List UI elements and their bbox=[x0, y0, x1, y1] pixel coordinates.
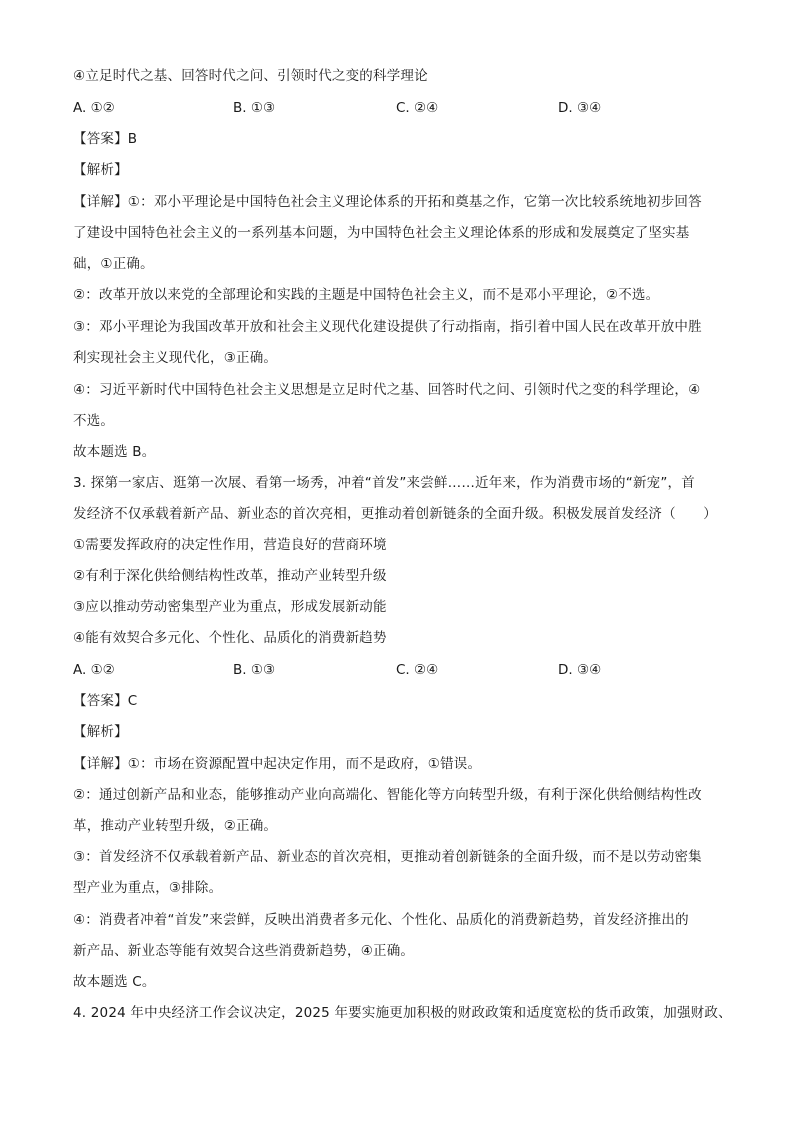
q3-option-2: ②有利于深化供给侧结构性改革，推动产业转型升级 bbox=[73, 568, 387, 584]
q3-choice-c: C. ②④ bbox=[396, 662, 439, 678]
q2-answer: 【答案】B bbox=[73, 131, 138, 147]
q2-detail-line: ③：邓小平理论为我国改革开放和社会主义现代化建设提供了行动指南，指引着中国人民在改革开放中胜 bbox=[73, 319, 702, 335]
q3-detail-line: 新产品、新业态等能有效契合这些消费新趋势，④正确。 bbox=[73, 943, 415, 959]
q3-option-1: ①需要发挥政府的决定性作用，营造良好的营商环境 bbox=[73, 537, 387, 553]
q2-analysis-label: 【解析】 bbox=[73, 162, 128, 178]
q2-detail-line: 利实现社会主义现代化，③正确。 bbox=[73, 350, 278, 366]
q3-conclusion: 故本题选 C。 bbox=[73, 974, 156, 990]
q3-detail-line: 【详解】①：市场在资源配置中起决定作用，而不是政府，①错误。 bbox=[73, 756, 482, 772]
q4-stem-line: 4. 2024 年中央经济工作会议决定，2025 年要实施更加积极的财政政策和适度宽松的货币政策，加强财政、 bbox=[73, 1005, 732, 1021]
q3-stem-line: 发经济不仅承载着新产品、新业态的首次亮相，更推动着创新链条的全面升级。积极发展首发经济（ ） bbox=[73, 506, 717, 522]
q2-detail-line: 础，①正确。 bbox=[73, 256, 154, 272]
q3-answer: 【答案】C bbox=[73, 693, 138, 709]
q3-choice-d: D. ③④ bbox=[558, 662, 602, 678]
q2-conclusion: 故本题选 B。 bbox=[73, 444, 156, 460]
q3-choice-b: B. ①③ bbox=[233, 662, 276, 678]
q3-choices bbox=[73, 660, 723, 680]
q3-detail-line: ③：首发经济不仅承载着新产品、新业态的首次亮相，更推动着创新链条的全面升级，而不是以劳动密集 bbox=[73, 849, 702, 865]
q2-choice-b: B. ①③ bbox=[233, 100, 276, 116]
q3-analysis-label: 【解析】 bbox=[73, 724, 128, 740]
q3-choice-a: A. ①② bbox=[73, 662, 115, 678]
q3-option-4: ④能有效契合多元化、个性化、品质化的消费新趋势 bbox=[73, 630, 387, 646]
q3-detail-line: ②：通过创新产品和业态，能够推动产业向高端化、智能化等方向转型升级，有利于深化供给侧结构性改 bbox=[73, 787, 702, 803]
q2-detail-line: 【详解】①：邓小平理论是中国特色社会主义理论体系的开拓和奠基之作，它第一次比较系统地初步回答 bbox=[73, 194, 702, 210]
q3-stem-line: 3. 探第一家店、逛第一次展、看第一场秀，冲着“首发”来尝鲜……近年来，作为消费市场的“新宠”，首 bbox=[73, 475, 695, 491]
q2-detail-line: 了建设中国特色社会主义的一系列基本问题，为中国特色社会主义理论体系的形成和发展奠定了坚实基 bbox=[73, 225, 690, 241]
q2-choices bbox=[73, 98, 723, 118]
q3-detail-line: 革，推动产业转型升级，②正确。 bbox=[73, 818, 278, 834]
q2-choice-c: C. ②④ bbox=[396, 100, 439, 116]
q2-option-4: ④立足时代之基、回答时代之问、引领时代之变的科学理论 bbox=[73, 68, 428, 84]
q2-choice-d: D. ③④ bbox=[558, 100, 602, 116]
q2-detail-line: ②：改革开放以来党的全部理论和实践的主题是中国特色社会主义，而不是邓小平理论，②不选。 bbox=[73, 287, 660, 303]
q2-choice-a: A. ①② bbox=[73, 100, 115, 116]
q3-option-3: ③应以推动劳动密集型产业为重点，形成发展新动能 bbox=[73, 599, 387, 615]
q3-detail-line: ④：消费者冲着“首发”来尝鲜，反映出消费者多元化、个性化、品质化的消费新趋势，首发经济推出的 bbox=[73, 912, 689, 928]
q2-detail-line: 不选。 bbox=[73, 413, 115, 429]
q3-detail-line: 型产业为重点，③排除。 bbox=[73, 880, 223, 896]
q2-detail-line: ④：习近平新时代中国特色社会主义思想是立足时代之基、回答时代之问、引领时代之变的科学理论，④ bbox=[73, 382, 701, 398]
